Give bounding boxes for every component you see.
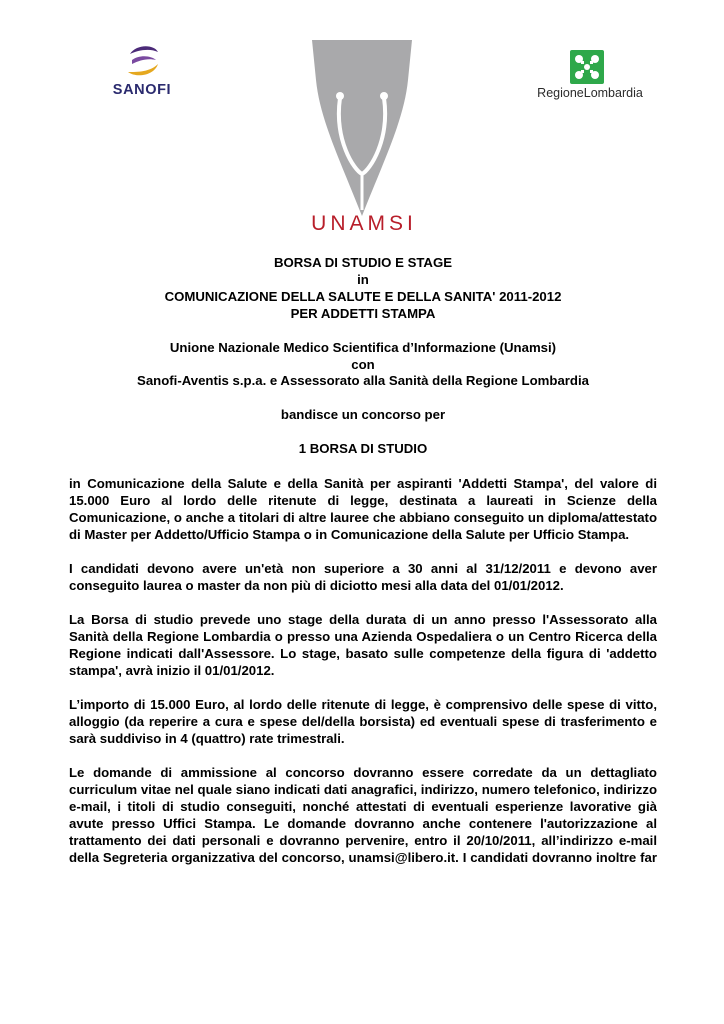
announce-line: bandisce un concorso per — [280, 407, 446, 423]
regione-lombardia-wordmark: RegioneLombardia — [537, 86, 643, 100]
announcement-document — [69, 255, 657, 866]
title-line-1: BORSA DI STUDIO E STAGE — [273, 255, 453, 270]
paragraph-4: L’importo di 15.000 Euro, al lordo delle ritenute di legge, è comprensivo delle spese di vitto, alloggio (da reperire a cura e spese del/della borsista) ed eventuali spese di trasferimento e sarà suddiviso in 4 (quattro) rate trimestrali. — [69, 697, 657, 747]
sanofi-logo — [104, 42, 180, 102]
lombardia-rose-icon — [570, 50, 604, 84]
title-line-3: COMUNICAZIONE DELLA SALUTE E DELLA SANITA' 2011-2012 — [164, 288, 562, 304]
unamsi-wordmark: UNAMSI — [311, 212, 417, 235]
org-line-3: Sanofi-Aventis s.p.a. e Assessorato alla Sanità della Regione Lombardia — [137, 373, 589, 389]
paragraph-1: in Comunicazione della Salute e della Sanità per aspiranti 'Addetti Stampa', del valore di 15.000 Euro al lordo delle ritenute di legge, destinata a laureati in Scienze della Comunicazione, o anche a titolari di altre lauree che abbiano conseguito un diploma/attestato di Master per Addetto/Ufficio Stampa o in Comunicazione della Salute per Ufficio Stampa. — [69, 476, 657, 543]
org-line-1: Unione Nazionale Medico Scientifica d’Informazione (Unamsi) — [169, 339, 557, 355]
pen-nib-stethoscope-icon — [304, 40, 420, 216]
paragraph-2: I candidati devono avere un'età non superiore a 30 anni al 31/12/2011 e devono aver conseguito laurea o master da non più di diciotto mesi alla data del 01/01/2012. — [69, 561, 657, 594]
award-line: 1 BORSA DI STUDIO — [298, 441, 428, 457]
paragraph-5: Le domande di ammissione al concorso dovranno essere corredate da un dettagliato curriculum vitae nel quale siano indicati dati anagrafici, indirizzo, numero telefonico, indirizzo e-mail, i titoli di studio conseguiti, nonché attestati di eventuali esperienze lavorative già avute presso Uffici Stampa. Le domande dovranno anche contenere l'autorizzazione al trattamento dei dati personali e dovranno pervenire, entro il 20/10/2011, all’indirizzo e-mail della Segreteria organizzativa del concorso, unamsi@libero.it. I candidati dovranno inoltre far — [69, 765, 657, 866]
org-line-2: con — [351, 356, 375, 372]
unamsi-logo — [266, 40, 462, 240]
title-line-2: in — [357, 271, 369, 287]
regione-lombardia-logo — [520, 50, 660, 100]
paragraph-3: La Borsa di studio prevede uno stage della durata di un anno presso l'Assessorato alla Sanità della Regione Lombardia o presso una Azienda Ospedaliera o un Centro Ricerca della Regione indicati dall'Assessore. Lo stage, basato sulle competenze della figura di 'addetto stampa', avrà inizio il 01/01/2012. — [69, 612, 657, 679]
sanofi-wordmark: SANOFI — [112, 82, 172, 98]
title-line-4: PER ADDETTI STAMPA — [290, 305, 436, 321]
sanofi-swoosh-icon — [124, 44, 162, 80]
